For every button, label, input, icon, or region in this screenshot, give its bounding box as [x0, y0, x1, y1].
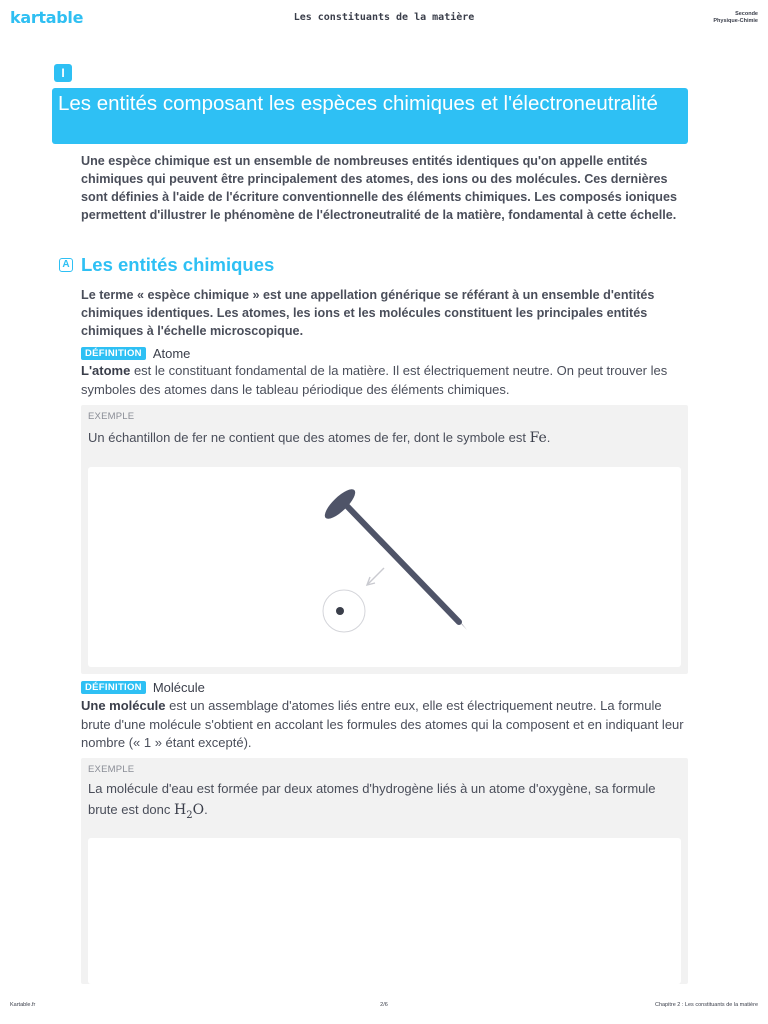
- water-formula: $H_2O$: [174, 802, 205, 821]
- example-molecule-text: [88, 778, 678, 826]
- definition-badge: DÉFINITION: [81, 347, 146, 360]
- iron-nail-illustration: [88, 467, 681, 667]
- section-intro: Une espèce chimique est un ensemble de nombreuses entités identiques qu'on appelle entités chimiques qui peuvent être principalement des atomes, des ions ou des molécules. Ces dernières sont définies à l'aide de l'écriture conventionnelle des éléments chimiques. Les composés ioniques permettent d'illustrer le phénomène de l'électroneutralité de la matière, fondamental à cette échelle.: [81, 154, 677, 222]
- example-molecule-illustration: [88, 838, 681, 984]
- example-label: EXEMPLE: [88, 411, 135, 422]
- example-atome-box: [81, 405, 688, 674]
- example-period: .: [204, 802, 208, 817]
- iron-symbol: Fe: [529, 430, 547, 446]
- atom-dot: [336, 607, 344, 615]
- section-banner: [52, 88, 688, 144]
- section-title: Les entités composant les espèces chimiques et l'électroneutralité: [58, 92, 658, 115]
- section-number-badge: I: [54, 64, 72, 82]
- nail-head: [321, 485, 359, 523]
- level-label: Seconde: [735, 11, 758, 17]
- definition-lead: L'atome: [81, 363, 131, 378]
- zoom-arrow: [368, 568, 384, 584]
- footer-chapter: Chapitre 2 : Les constituants de la matière: [654, 1002, 758, 1008]
- subject-label: Physique-Chimie: [713, 18, 758, 24]
- header-meta: [713, 11, 758, 25]
- definition-term: Molécule: [152, 680, 205, 695]
- example-period: .: [546, 430, 551, 445]
- kartable-logo[interactable]: kartable: [10, 8, 84, 27]
- definition-term: Atome: [152, 346, 191, 361]
- footer-page-number: 2/6: [380, 1002, 388, 1008]
- subsection-letter-icon: A: [59, 258, 73, 272]
- definition-molecule-text: [81, 697, 686, 753]
- example-label: EXEMPLE: [88, 764, 135, 775]
- subsection-intro: Le terme « espèce chimique » est une appellation générique se référant à un ensemble d'entités chimiques identiques. Les atomes, les ions et les molécules constituent les principales entités chimiques à l'échelle microscopique.: [81, 288, 655, 338]
- subsection-heading: [59, 254, 274, 276]
- example-atome-text: [88, 428, 678, 448]
- definition-atome-heading: [81, 346, 190, 361]
- document-title: Les constituants de la matière: [293, 12, 475, 23]
- definition-body: est le constituant fondamental de la matière. Il est électriquement neutre. On peut trouver les symboles des atomes dans le tableau périodique des éléments chimiques.: [81, 363, 668, 397]
- definition-badge: DÉFINITION: [81, 681, 146, 694]
- definition-lead: Une molécule: [81, 698, 166, 713]
- example-text: La molécule d'eau est formée par deux atomes d'hydrogène liés à un atome d'oxygène, sa formule brute est donc: [88, 781, 656, 817]
- definition-molecule-heading: [81, 680, 205, 695]
- example-molecule-box: [81, 758, 688, 984]
- subsection-title: Les entités chimiques: [81, 254, 275, 275]
- example-atome-illustration: [88, 467, 681, 667]
- example-text: Un échantillon de fer ne contient que des atomes de fer, dont le symbole est: [88, 430, 530, 445]
- definition-atome-text: [81, 362, 686, 399]
- footer-site[interactable]: Kartable.fr: [10, 1002, 36, 1008]
- definition-body: est un assemblage d'atomes liés entre eux, elle est électriquement neutre. La formule brute d'une molécule s'obtient en accolant les formules des atomes qui la composent et en indiquant leur nombre (« 1 » étant excepté).: [81, 698, 684, 750]
